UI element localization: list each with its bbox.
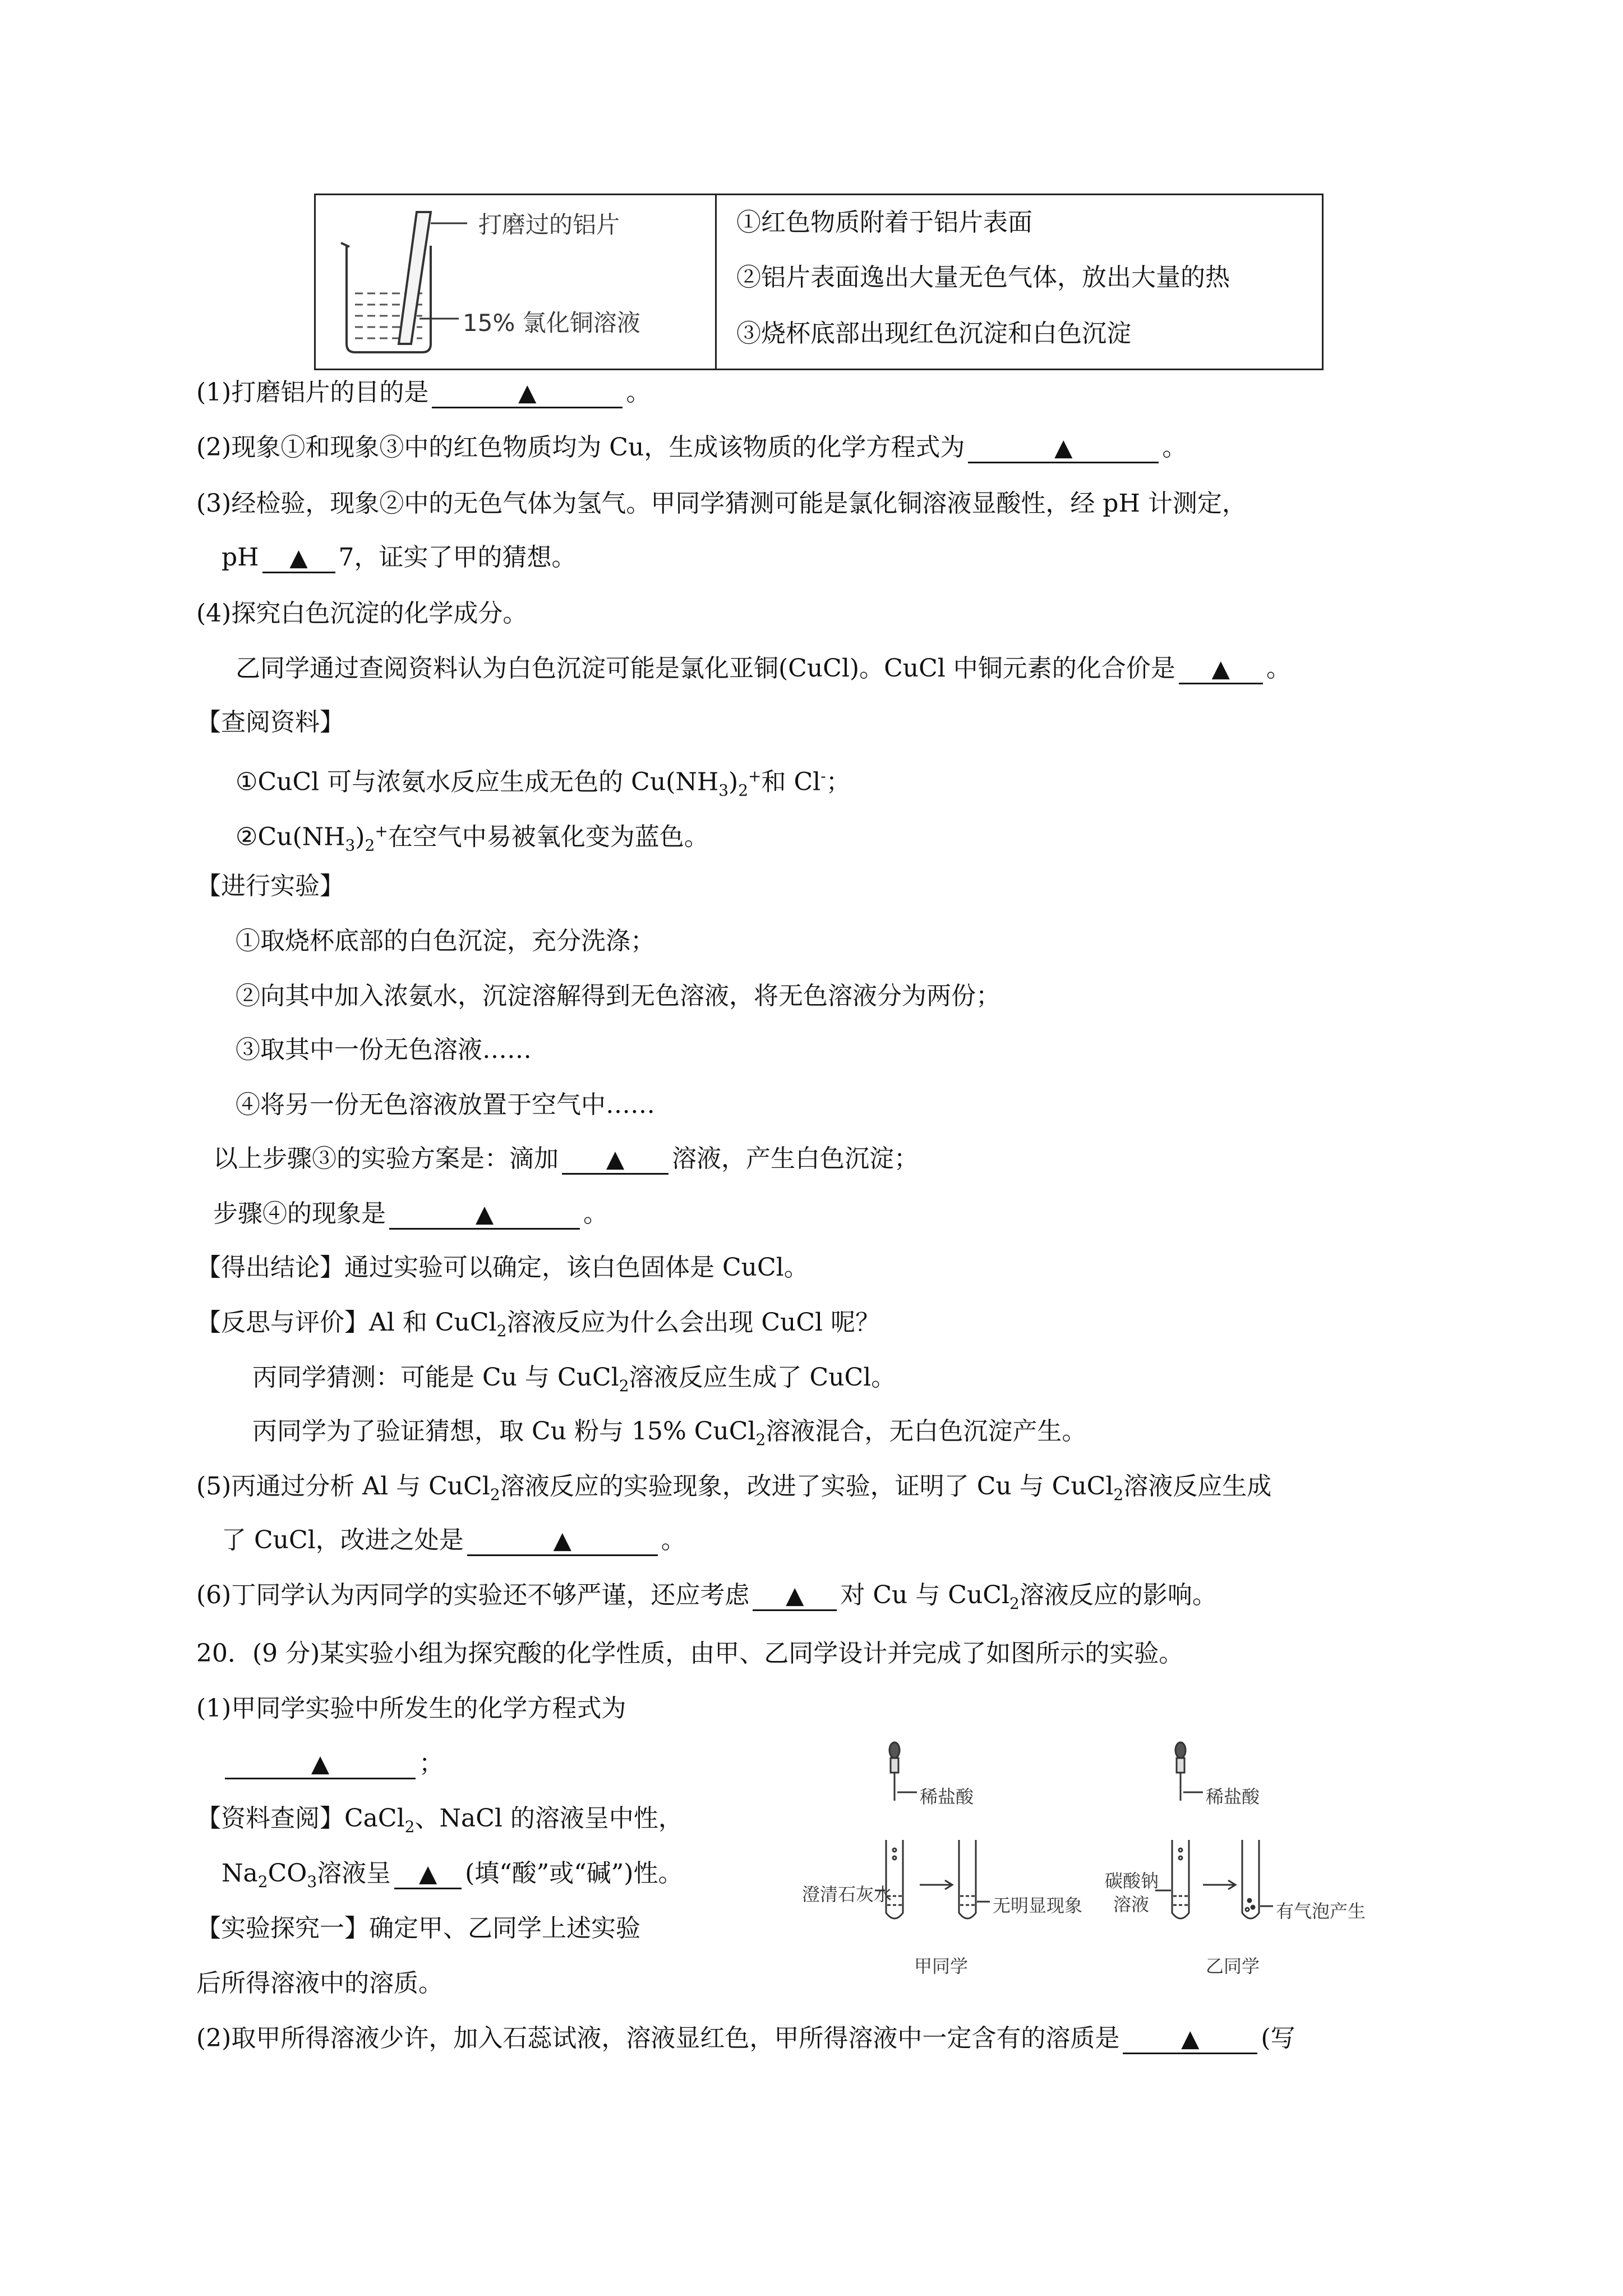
answer-blank[interactable]: ▲ <box>1123 2024 1257 2054</box>
no-change-label: 无明显现象 <box>993 1895 1083 1916</box>
sodium-carbonate-question: $Na_2CO_3$溶液呈 ▲ (填“酸”或“碱”)性。 <box>222 1859 683 1891</box>
bubbles-label: 有气泡产生 <box>1276 1901 1366 1922</box>
answer-blank[interactable]: ▲ <box>968 434 1159 463</box>
carbonate-label-2: 溶液 <box>1113 1894 1150 1915</box>
answer-blank[interactable]: ▲ <box>389 1200 580 1230</box>
reference-1: ①CuCl 可与浓氨水反应生成无色的 $Cu(NH_3)_2^+$和 Cl-； <box>236 767 851 800</box>
reference-header: 【查阅资料】 <box>196 708 344 737</box>
reflection: 【反思与评价】Al 和 CuCl$_2$溶液反应为什么会出现 CuCl 呢？ <box>196 1308 880 1340</box>
answer-blank[interactable]: ▲ <box>432 379 623 408</box>
answer-blank[interactable]: ▲ <box>467 1526 658 1556</box>
step-2: ②向其中加入浓氨水，沉淀溶解得到无色溶液，将无色溶液分为两份； <box>236 982 1000 1010</box>
answer-blank[interactable]: ▲ <box>753 1581 837 1611</box>
step-3: ③取其中一份无色溶液…… <box>236 1036 532 1064</box>
question-20-part-1-answer: ▲ ； <box>222 1747 444 1780</box>
reference-2: $②Cu(NH_3)_2^+$在空气中易被氧化变为蓝色。 <box>236 822 709 855</box>
limewater-label: 澄清石灰水 <box>802 1884 892 1905</box>
question-2: (2)现象①和现象③中的红色物质均为 Cu，生成该物质的化学方程式为 ▲ 。 <box>196 431 1187 464</box>
experiment-illustration-cell <box>316 195 717 369</box>
acid-label-b: 稀盐酸 <box>1206 1786 1260 1807</box>
answer-blank[interactable]: ▲ <box>1179 655 1263 684</box>
answer-blank[interactable]: ▲ <box>225 1750 416 1779</box>
observations-cell <box>720 195 1322 369</box>
probe-1-line-1: 【实验探究一】确定甲、乙同学上述实验 <box>196 1914 640 1943</box>
conclusion: 【得出结论】通过实验可以确定，该白色固体是 CuCl。 <box>196 1253 809 1282</box>
question-4-line-2: 乙同学通过查阅资料认为白色沉淀可能是氯化亚铜(CuCl)。CuCl 中铜元素的化合价是 ▲ 。 <box>236 652 1291 685</box>
carbonate-label-1: 碳酸钠 <box>1105 1870 1159 1892</box>
experiment-header: 【进行实验】 <box>196 872 344 900</box>
answer-blank[interactable]: ▲ <box>562 1145 668 1175</box>
question-4-title: (4)探究白色沉淀的化学成分。 <box>196 599 528 628</box>
acid-label-a: 稀盐酸 <box>920 1786 974 1807</box>
probe-1-line-2: 后所得溶液中的溶质。 <box>196 1969 443 1998</box>
verification: 丙同学为了验证猜想，取 Cu 粉与 15% CuCl$_2$溶液混合，无白色沉淀产生。 <box>252 1417 1087 1449</box>
step-4-phenomenon: 步骤④的现象是 ▲ 。 <box>213 1197 608 1231</box>
question-20-part-2: (2)取甲所得溶液少许，加入石蕊试液，溶液显红色，甲所得溶液中一定含有的溶质是 ▲ (写 <box>196 2022 1295 2055</box>
experiment-table <box>314 194 1324 370</box>
student-b-label: 乙同学 <box>1206 1955 1260 1977</box>
answer-blank[interactable]: ▲ <box>394 1860 462 1889</box>
question-1: (1)打磨铝片的目的是 ▲ 。 <box>196 376 651 409</box>
observation-3: ③烧杯底部出现红色沉淀和白色沉淀 <box>736 319 1131 348</box>
question-5-line-2: 了 CuCl，改进之处是 ▲ 。 <box>222 1524 686 1557</box>
answer-blank[interactable]: ▲ <box>262 544 335 573</box>
question-6: (6)丁同学认为丙同学的实验还不够严谨，还应考虑 ▲ 对 Cu 与 CuCl$_2$溶液反应的影响。 <box>196 1581 1217 1613</box>
step-4: ④将另一份无色溶液放置于空气中…… <box>236 1091 655 1119</box>
question-3-line-2: pH ▲ 7，证实了甲的猜想。 <box>222 541 577 574</box>
observation-1: ①红色物质附着于铝片表面 <box>736 208 1032 237</box>
question-3-line-1: (3)经检验，现象②中的无色气体为氢气。甲同学猜测可能是氯化铜溶液显酸性，经 pH 计测定， <box>196 489 1247 518</box>
question-5-line-1: (5)丙通过分析 Al 与 CuCl$_2$溶液反应的实验现象，改进了实验，证明了 Cu 与 CuCl$_2$溶液反应生成 <box>196 1472 1272 1504</box>
info-lookup: 【资料查阅】CaCl$_2$、NaCl 的溶液呈中性， <box>196 1804 683 1836</box>
foil-label: 打磨过的铝片 <box>478 211 620 238</box>
solution-label: 15% 氯化铜溶液 <box>463 309 640 337</box>
question-20-header: 20．(9 分)某实验小组为探究酸的化学性质，由甲、乙同学设计并完成了如图所示的实验。 <box>196 1639 1184 1668</box>
hypothesis: 丙同学猜测：可能是 Cu 与 CuCl$_2$溶液反应生成了 CuCl。 <box>252 1363 896 1395</box>
observation-2: ②铝片表面逸出大量无色气体，放出大量的热 <box>736 263 1230 292</box>
test-tube-figure <box>802 1739 1413 1991</box>
step-3-plan: 以上步骤③的实验方案是：滴加 ▲ 溶液，产生白色沉淀； <box>213 1142 919 1176</box>
question-20-part-1: (1)甲同学实验中所发生的化学方程式为 <box>196 1694 626 1723</box>
step-1: ①取烧杯底部的白色沉淀，充分洗涤； <box>236 927 655 955</box>
student-a-label: 甲同学 <box>914 1955 969 1977</box>
